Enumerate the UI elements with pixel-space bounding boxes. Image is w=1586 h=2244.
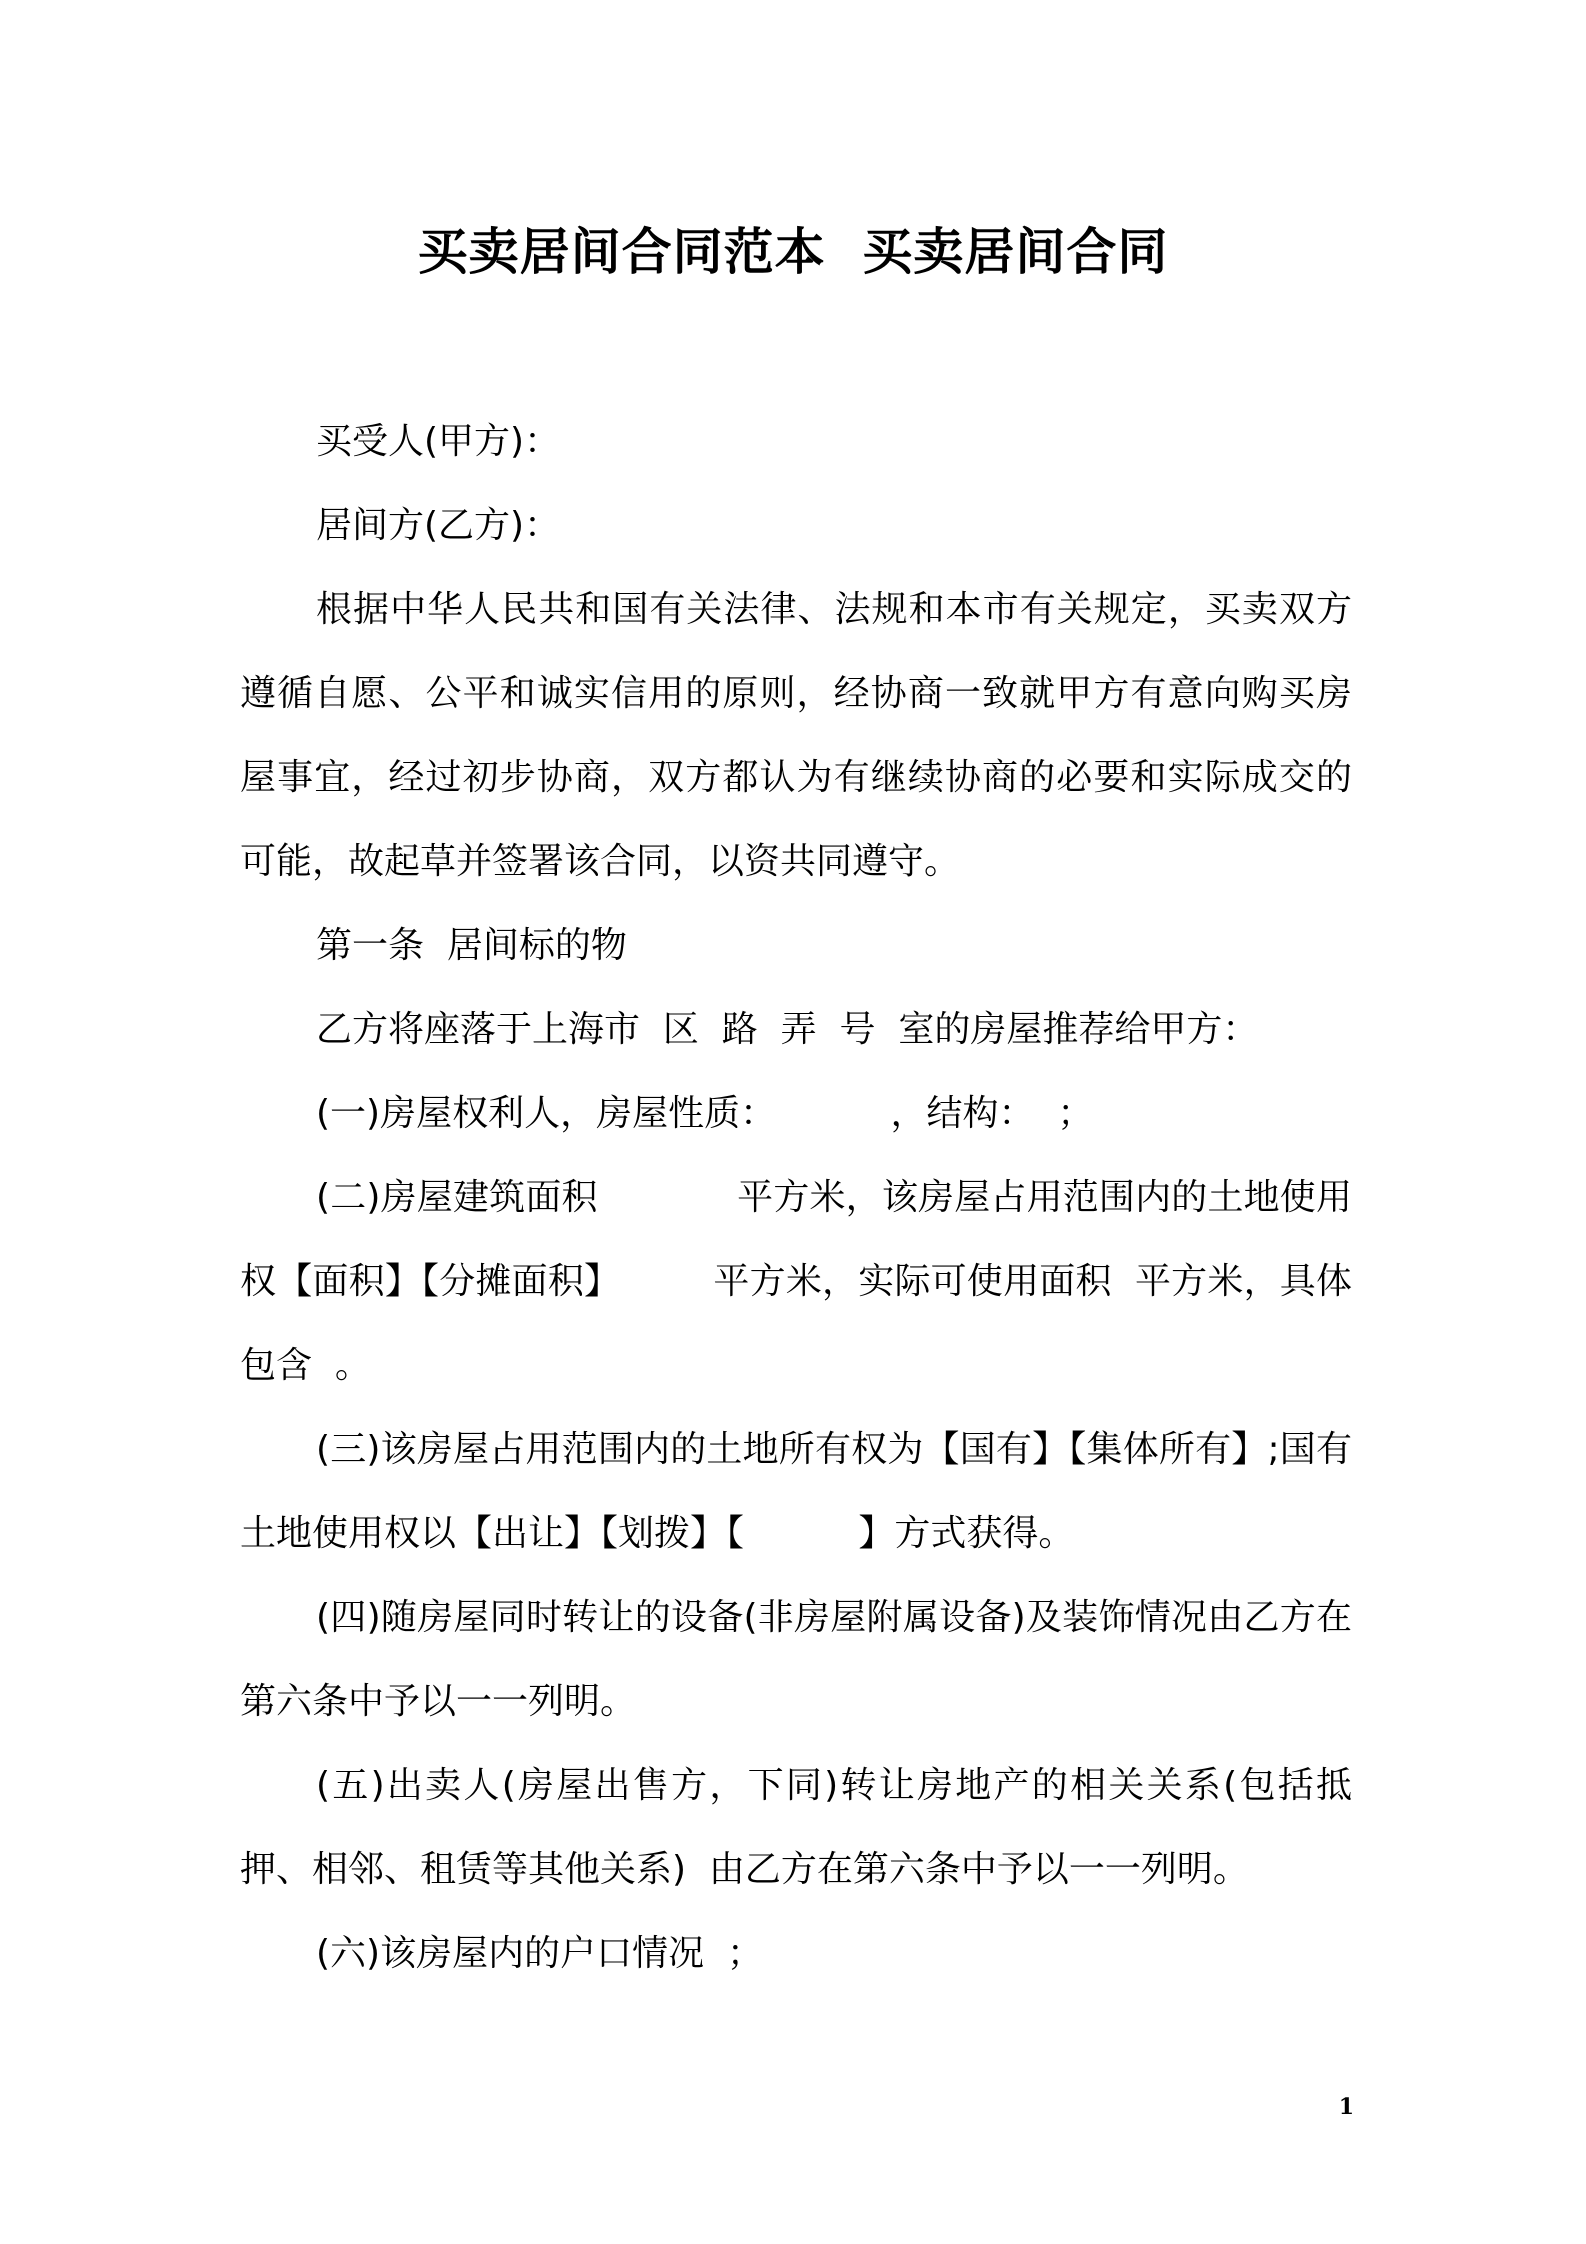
document-title: 买卖居间合同范本 买卖居间合同: [417, 223, 1169, 281]
paragraph-property-location: 乙方将座落于上海市 区 路 弄 号 室的房屋推荐给甲方：: [316, 1009, 1259, 1050]
clause-5: (五)出卖人(房屋出售方，下同)转让房地产的相关关系(包括抵押、相邻、租赁等其他关系) 由乙方在第六条中予以一一列明。: [240, 1765, 1352, 1890]
paragraph-preamble: 根据中华人民共和国有关法律、法规和本市有关规定，买卖双方遵循自愿、公平和诚实信用的原则，经协商一致就甲方有意向购买房屋事宜，经过初步协商，双方都认为有继续协商的必要和实际成交的可能，故起草并签署该合同，以资共同遵守。: [240, 589, 1352, 882]
paragraph-buyer: 买受人(甲方)：: [316, 421, 561, 462]
document-body: [240, 400, 1352, 1996]
clause-3: (三)该房屋占用范围内的土地所有权为【国有】【集体所有】;国有土地使用权以【出让】【划拨】【 】方式获得。: [240, 1429, 1352, 1554]
paragraph-intermediary: 居间方(乙方)：: [316, 505, 561, 546]
article-one-heading: 第一条 居间标的物: [316, 925, 627, 966]
clause-6: (六)该房屋内的户口情况 ；: [316, 1933, 763, 1974]
clause-1: (一)房屋权利人，房屋性质： ，结构： ；: [316, 1093, 1094, 1134]
page-number: 1: [1338, 2094, 1354, 2120]
clause-4: (四)随房屋同时转让的设备(非房屋附属设备)及装饰情况由乙方在第六条中予以一一列明。: [240, 1597, 1352, 1722]
clause-2: (二)房屋建筑面积 平方米，该房屋占用范围内的土地使用权【面积】【分摊面积】 平方米，实际可使用面积 平方米，具体包含 。: [240, 1177, 1352, 1386]
